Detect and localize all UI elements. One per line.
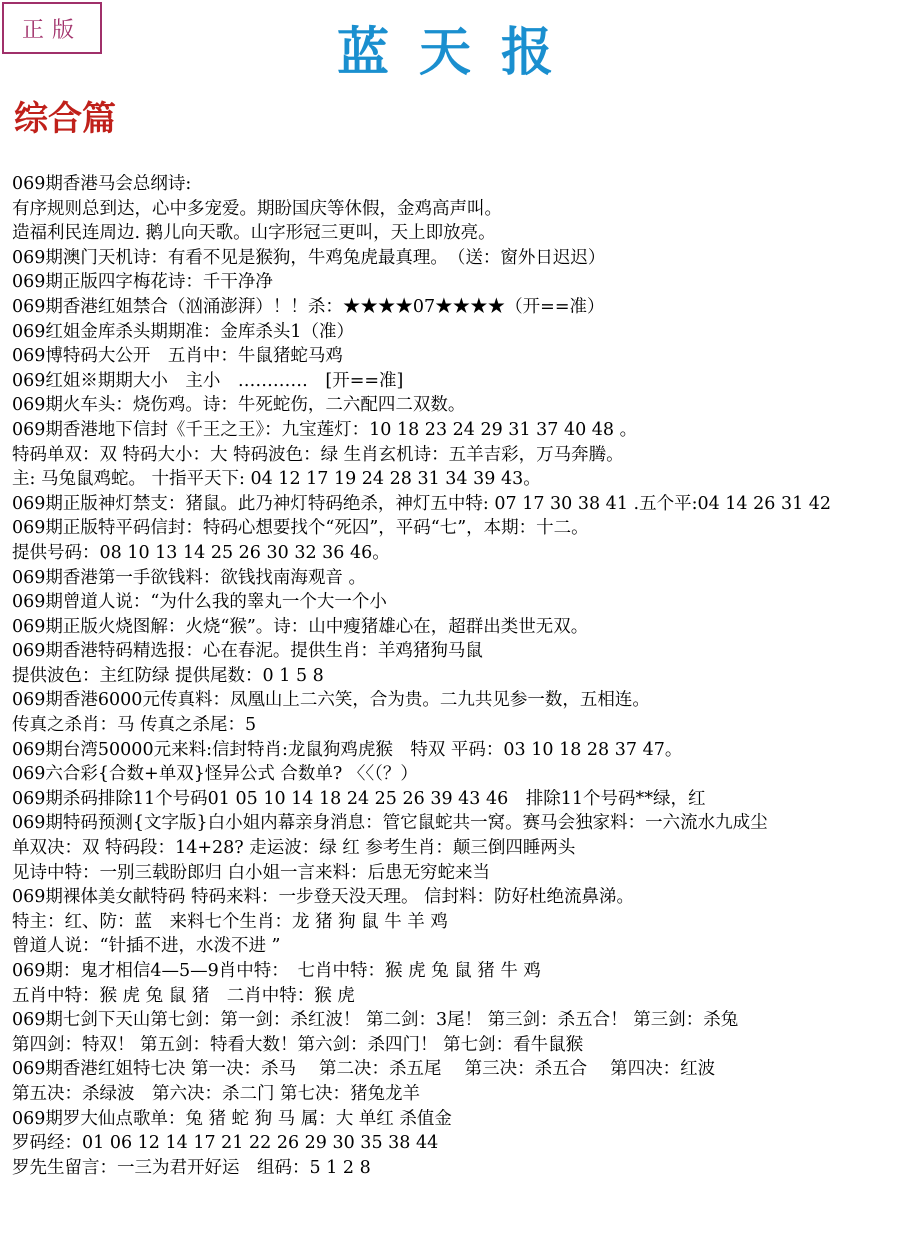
content-line: 069期正版火烧图解：火烧“猴”。诗：山中瘦猪雄心在，超群出类世无双。 xyxy=(12,616,589,637)
content-line: 069期香港红姐特七决 第一决：杀马 第二决：杀五尾 第三决：杀五合 第四决：红波 xyxy=(12,1059,716,1080)
content-line: 069期杀码排除11个号码01 05 10 14 18 24 25 26 39 43 46 排除11个号码**绿，红 xyxy=(12,788,706,809)
content-line: 曾道人说：“针插不进，水泼不进 ” xyxy=(12,936,281,957)
content-line: 069六合彩{合数+单双}怪异公式 合数单? 〈〈（？） xyxy=(12,764,418,785)
content-line: 传真之杀肖：马 传真之杀尾：5 xyxy=(12,715,257,736)
content-line: 069博特码大公开 五肖中：牛鼠猪蛇马鸡 xyxy=(12,346,343,367)
content-line: 069期香港马会总纲诗: xyxy=(12,174,192,194)
section-heading: 综合篇 xyxy=(14,99,116,139)
content-line: 069期香港红姐禁合（汹涌澎湃）！！杀：★★★★07★★★★（开==准） xyxy=(12,296,605,317)
content-line: 069期曾道人说：“为什么我的睾丸一个大一个小 xyxy=(12,592,387,613)
content-line: 069红姐※期期大小 主小 ………… [开==准] xyxy=(12,370,404,391)
page-title: 蓝天报 xyxy=(336,22,583,83)
content-line: 069期七剑下天山第七剑：第一剑：杀红波！ 第二剑：3尾！ 第三剑：杀五合！ 第三剑：杀兔 xyxy=(12,1010,739,1031)
content-line: 069期香港特码精选报：心在春泥。提供生肖：羊鸡猪狗马鼠 xyxy=(12,641,483,662)
content-line: 069期裸体美女献特码 特码来料：一步登天没天理。 信封料：防好杜绝流鼻涕。 xyxy=(12,887,635,908)
content-line: 特码单双：双 特码大小：大 特码波色：绿 生肖玄机诗：五羊吉彩，万马奔腾。 xyxy=(12,444,624,465)
content-line: 见诗中特：一别三载盼郎归 白小姐一言来料：后患无穷蛇来当 xyxy=(12,862,491,883)
content-line: 特主：红、防：蓝 来料七个生肖：龙 猪 狗 鼠 牛 羊 鸡 xyxy=(12,911,448,932)
content-line: 069期正版特平码信封：特码心想要找个“死囚”，平码“七”，本期：十二。 xyxy=(12,518,589,539)
content-line: 罗先生留言：一三为君开好运 组码：5 1 2 8 xyxy=(12,1157,371,1178)
content-line: 提供波色：主红防绿 提供尾数：0 1 5 8 xyxy=(12,665,324,686)
content-line: 069期香港第一手欲钱料：欲钱找南海观音 。 xyxy=(12,567,366,588)
content-line: 069期香港地下信封《千王之王》：九宝莲灯：10 18 23 24 29 31 37 40 48 。 xyxy=(12,419,638,440)
content-line: 069红姐金库杀头期期准：金库杀头1（准） xyxy=(12,321,355,342)
content-line: 第五决：杀绿波 第六决：杀二门 第七决：猪兔龙羊 xyxy=(12,1083,421,1104)
content-line: 造福利民连周边. 鹅儿向天歌。山字形冠三更叫，天上即放亮。 xyxy=(12,223,496,244)
content-line: 069期特码预测{文字版}白小姐内幕亲身消息：管它鼠蛇共一窝。赛马会独家料：一六流水九成尘 xyxy=(12,813,768,834)
content-line: 069期正版四字梅花诗：千干净净 xyxy=(12,272,273,293)
content-line: 069期台湾50000元来料:信封特肖:龙鼠狗鸡虎猴 特双 平码：03 10 18 28 37 47。 xyxy=(12,739,683,760)
content-line: 第四剑：特双！ 第五剑：特看大数！第六剑：杀四门！ 第七剑：看牛鼠猴 xyxy=(12,1034,584,1055)
content-line: 有序规则总到达，心中多宠爱。期盼国庆等休假，金鸡高声叫。 xyxy=(12,198,502,219)
content-line: 罗码经：01 06 12 14 17 21 22 26 29 30 35 38 44 xyxy=(12,1133,439,1154)
edition-badge: 正版 xyxy=(2,2,102,54)
content-line: 069期火车头：烧伤鸡。诗：牛死蛇伤，二六配四二双数。 xyxy=(12,395,466,416)
content-lines xyxy=(12,172,896,1180)
content-line: 五肖中特：猴 虎 兔 鼠 猪 二肖中特：猴 虎 xyxy=(12,985,355,1006)
content-line: 提供号码：08 10 13 14 25 26 30 32 36 46。 xyxy=(12,542,390,563)
content-line: 069期正版神灯禁支：猪鼠。此乃神灯特码绝杀，神灯五中特: 07 17 30 38 41 .五个平:04 14 26 31 42 xyxy=(12,493,832,514)
content-line: 069期澳门天机诗：有看不见是猴狗，牛鸡兔虎最真理。 （送：窗外日迟迟） xyxy=(12,247,606,268)
content-line: 069期：鬼才相信4—5—9肖中特： 七肖中特：猴 虎 兔 鼠 猪 牛 鸡 xyxy=(12,961,541,981)
content-line: 069期罗大仙点歌单：兔 猪 蛇 狗 马 属：大 单红 杀值金 xyxy=(12,1108,452,1129)
content-line: 主: 马兔鼠鸡蛇。 十指平天下: 04 12 17 19 24 28 31 34 39 43。 xyxy=(12,469,541,490)
content-line: 单双决：双 特码段：14+28? 走运波：绿 红 参考生肖：颠三倒四睡两头 xyxy=(12,838,576,859)
content-line: 069期香港6000元传真料：凤凰山上二六笑，合为贵。二九共见参一数，五相连。 xyxy=(12,690,650,711)
